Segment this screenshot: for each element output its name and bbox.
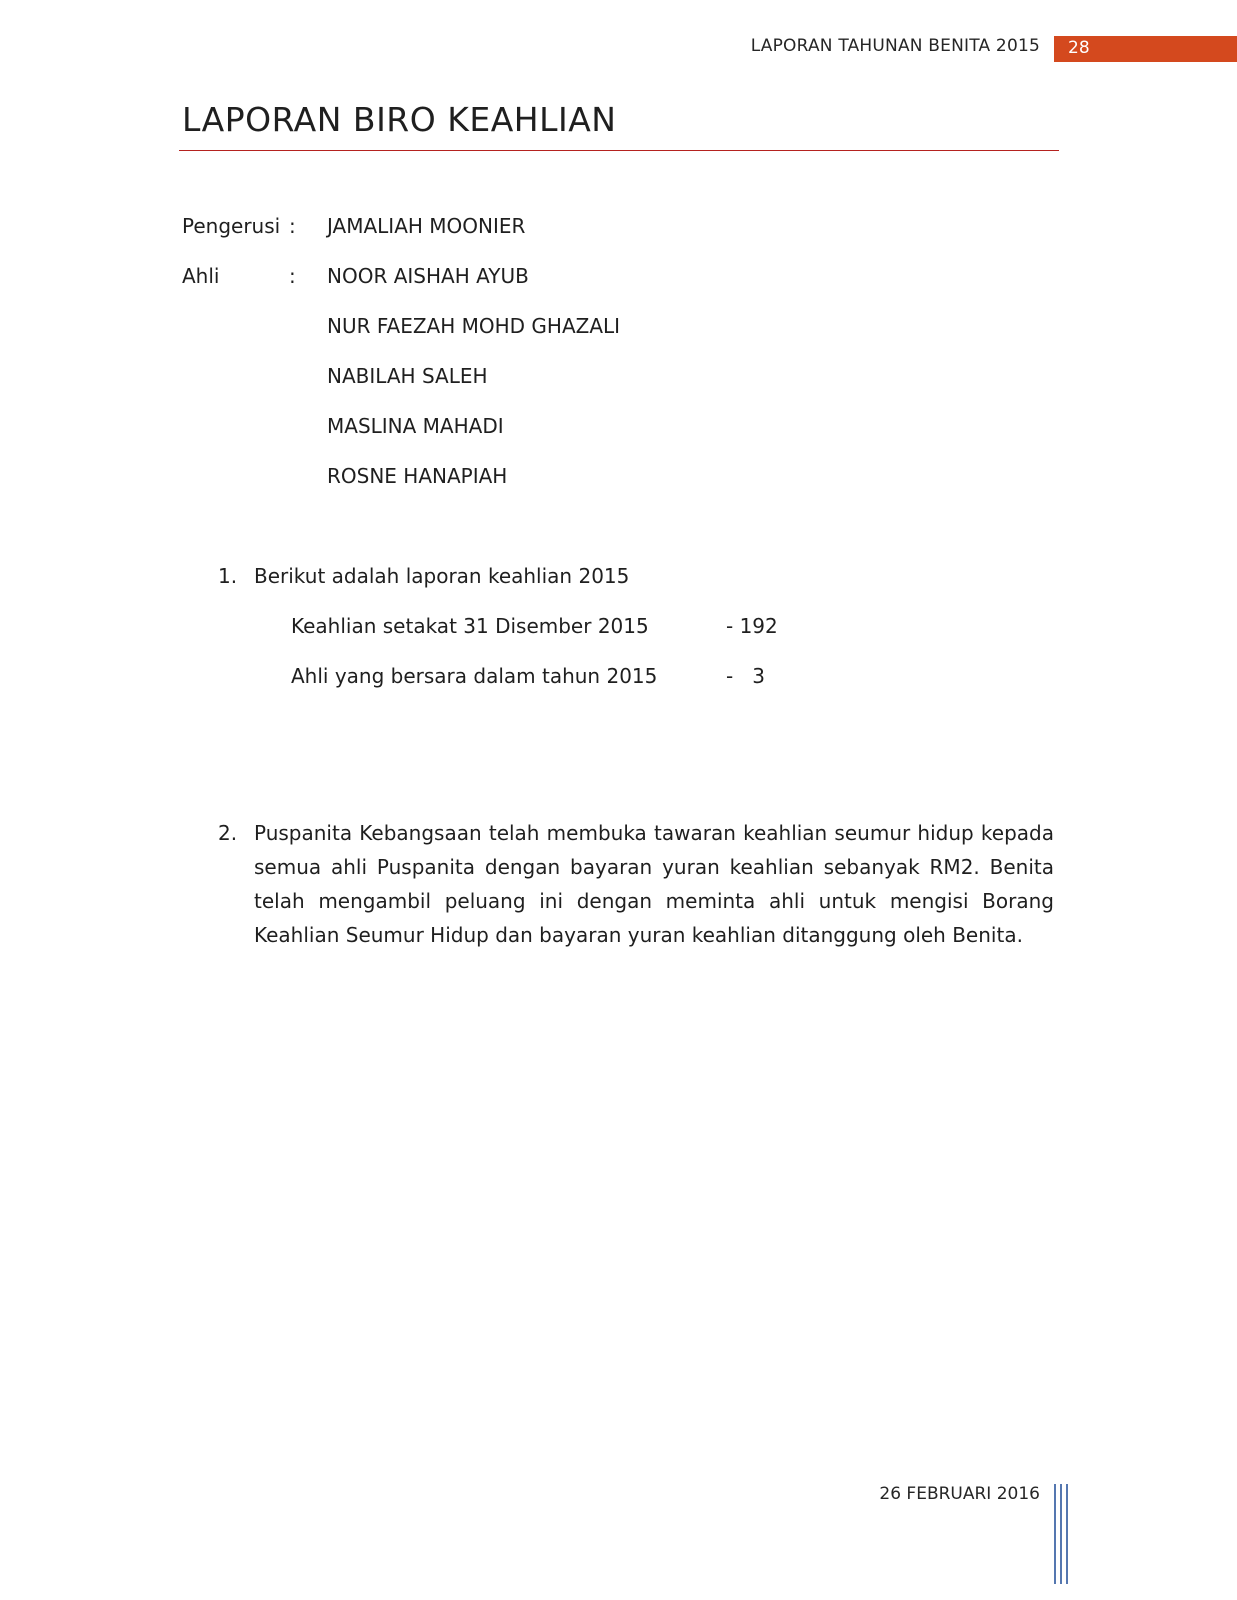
page-number: 28 [1068,38,1090,58]
footer-bar [1060,1484,1062,1584]
chair-label: Pengerusi [182,214,281,238]
list-item-number: 2. [218,821,238,845]
member-name: ROSNE HANAPIAH [327,464,508,488]
list-item-paragraph: Puspanita Kebangsaan telah membuka tawaran keahlian seumur hidup kepada semua ahli Puspanita dengan bayaran yuran keahlian sebanyak RM2. Benita telah mengambil peluang ini dengan meminta ahli untuk mengisi Borang Keahlian Seumur Hidup dan bayaran yuran keahlian ditanggung oleh Benita. [254,821,1054,947]
list-item-number: 1. [218,564,238,588]
list-item-text: Berikut adalah laporan keahlian 2015 [254,564,630,588]
running-header: LAPORAN TAHUNAN BENITA 2015 [750,36,1040,56]
chair-separator: : [289,214,296,238]
members-separator: : [289,264,296,288]
title-divider [179,150,1059,151]
footer-decoration [1054,1484,1070,1584]
stat-label: Ahli yang bersara dalam tahun 2015 [291,664,658,688]
footer-date: 26 FEBRUARI 2016 [879,1484,1040,1504]
chair-name: JAMALIAH MOONIER [327,214,526,238]
document-title: LAPORAN BIRO KEAHLIAN [182,100,617,139]
stat-value: - 192 [726,614,778,638]
stat-label: Keahlian setakat 31 Disember 2015 [291,614,649,638]
member-name: MASLINA MAHADI [327,414,504,438]
members-label: Ahli [182,264,220,288]
footer-bar [1066,1484,1068,1584]
page-number-badge [1054,36,1237,62]
footer-bar [1054,1484,1056,1584]
member-name: NUR FAEZAH MOHD GHAZALI [327,314,621,338]
member-name: NOOR AISHAH AYUB [327,264,529,288]
member-name: NABILAH SALEH [327,364,488,388]
stat-value: - 3 [726,664,766,688]
